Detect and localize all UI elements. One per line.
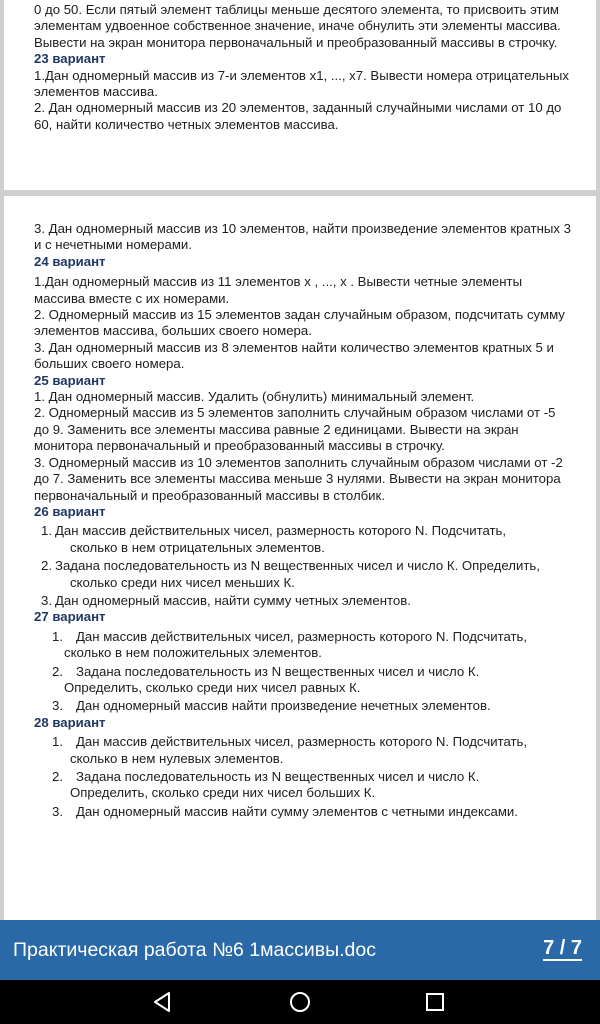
list-item xyxy=(34,629,574,662)
list-number: 2. xyxy=(52,769,63,784)
variant-heading-23: 23 вариант xyxy=(34,51,106,67)
list-item xyxy=(34,664,574,697)
task-25-2: 2. Одномерный массив из 5 элементов заполнить случайным образом числами от -5 до 9. Заменить все элементы массива равные 2 единицами. Вывести на экран монитора первоначальный и преобразованный массивы в строчку. xyxy=(34,405,556,454)
task-24-3: 3. Дан одномерный массив из 8 элементов найти количество элементов кратных 5 и больших своего номера. xyxy=(34,339,554,372)
document-title: Практическая работа №6 1массивы.doc xyxy=(13,939,376,961)
list-number: 1. xyxy=(52,628,63,644)
variant-heading-26: 26 вариант xyxy=(34,503,106,519)
list-item xyxy=(34,734,574,767)
document-title-bar[interactable] xyxy=(0,920,600,980)
list-text: Дан массив действительных чисел, размерность которого N. Подсчитать, xyxy=(76,734,528,750)
list-text-cont: сколько в нем положительных элементов. xyxy=(64,645,322,661)
list-item xyxy=(34,593,574,609)
list-number: 1. xyxy=(52,734,63,750)
list-item xyxy=(34,698,574,714)
recents-square-icon xyxy=(423,990,447,1014)
list-item xyxy=(34,769,574,802)
back-triangle-icon xyxy=(151,990,175,1014)
list-number: 2. xyxy=(52,663,63,679)
task-25-1: 1. Дан одномерный массив. Удалить (обнулить) минимальный элемент. xyxy=(34,389,475,405)
list-text: Задана последовательность из N вещественных чисел и число К. xyxy=(76,663,480,679)
list-item xyxy=(34,523,574,556)
list-text-cont: Определить, сколько среди них чисел больших К. xyxy=(70,785,376,801)
list-text-cont: сколько среди них чисел меньших К. xyxy=(70,574,295,590)
task-23-2: 2. Дан одномерный массив из 20 элементов, заданный случайными числами от 10 до 60, найти количество четных элементов массива. xyxy=(34,100,562,132)
task-24-1: 1.Дан одномерный массив из 11 элементов х , ..., х . Вывести четные элементы массива вместе с их номерами. xyxy=(34,274,523,306)
list-item xyxy=(34,804,574,820)
list-text: Дан массив действительных чисел, размерность которого N. Подсчитать, xyxy=(76,628,528,644)
page-indicator[interactable]: 7 / 7 xyxy=(543,937,582,959)
back-button[interactable] xyxy=(133,980,193,1024)
list-number: 3. xyxy=(41,592,52,608)
paragraph: 0 до 50. Если пятый элемент таблицы меньше десятого элемента, то присвоить этим элементам удвоенное собственное значение, иначе обнулить эти элементы массива. Вывести на экран монитора первоначальный и преобразованный массивы в строчку. xyxy=(34,2,561,50)
list-number: 1. xyxy=(41,523,52,539)
list-text: Задана последовательность из N вещественных чисел и число К. xyxy=(76,769,480,784)
document-page-7[interactable] xyxy=(4,196,596,920)
list-text: Дан одномерный массив, найти сумму четных элементов. xyxy=(55,592,411,608)
list-text-cont: сколько в нем отрицательных элементов. xyxy=(70,539,325,555)
list-text-cont: Определить, сколько среди них чисел равных К. xyxy=(64,679,361,695)
variant-heading-24: 24 вариант xyxy=(34,253,106,269)
variant-heading-28: 28 вариант xyxy=(34,714,106,730)
home-button[interactable] xyxy=(270,980,330,1024)
list-number: 2. xyxy=(41,558,52,574)
task-23-3: 3. Дан одномерный массив из 10 элементов, найти произведение элементов кратных 3 и с нечетными номерами. xyxy=(34,221,571,253)
system-nav-bar xyxy=(0,980,600,1024)
variant-heading-25: 25 вариант xyxy=(34,372,106,388)
list-text-cont: сколько в нем нулевых элементов. xyxy=(70,750,284,766)
home-circle-icon xyxy=(288,990,312,1014)
list-item xyxy=(34,558,574,591)
task-25-3: 3. Одномерный массив из 10 элементов заполнить случайным образом числами от -2 до 7. Заменить все элементы массива меньше 3 нулями. Вывести на экран монитора первоначальный и преобразованный массивы в столбик. xyxy=(34,454,563,503)
recents-button[interactable] xyxy=(405,980,465,1024)
list-text: Дан массив действительных чисел, размерность которого N. Подсчитать, xyxy=(55,523,507,539)
list-text: Дан одномерный массив найти произведение нечетных элементов. xyxy=(76,698,491,714)
list-number: 3. xyxy=(52,803,63,819)
task-24-2: 2. Одномерный массив из 15 элементов задан случайным образом, подсчитать сумму элементов массива, больших своего номера. xyxy=(34,307,565,339)
list-number: 3. xyxy=(52,698,63,714)
task-23-1: 1.Дан одномерный массив из 7-и элементов х1, ..., х7. Вывести номера отрицательных элементов массива. xyxy=(34,67,569,100)
variant-heading-27: 27 вариант xyxy=(34,609,106,625)
list-text: Задана последовательность из N вещественных чисел и число К. Определить, xyxy=(55,558,540,574)
list-text: Дан одномерный массив найти сумму элементов с четными индексами. xyxy=(76,803,518,819)
document-page-6[interactable] xyxy=(4,0,596,190)
